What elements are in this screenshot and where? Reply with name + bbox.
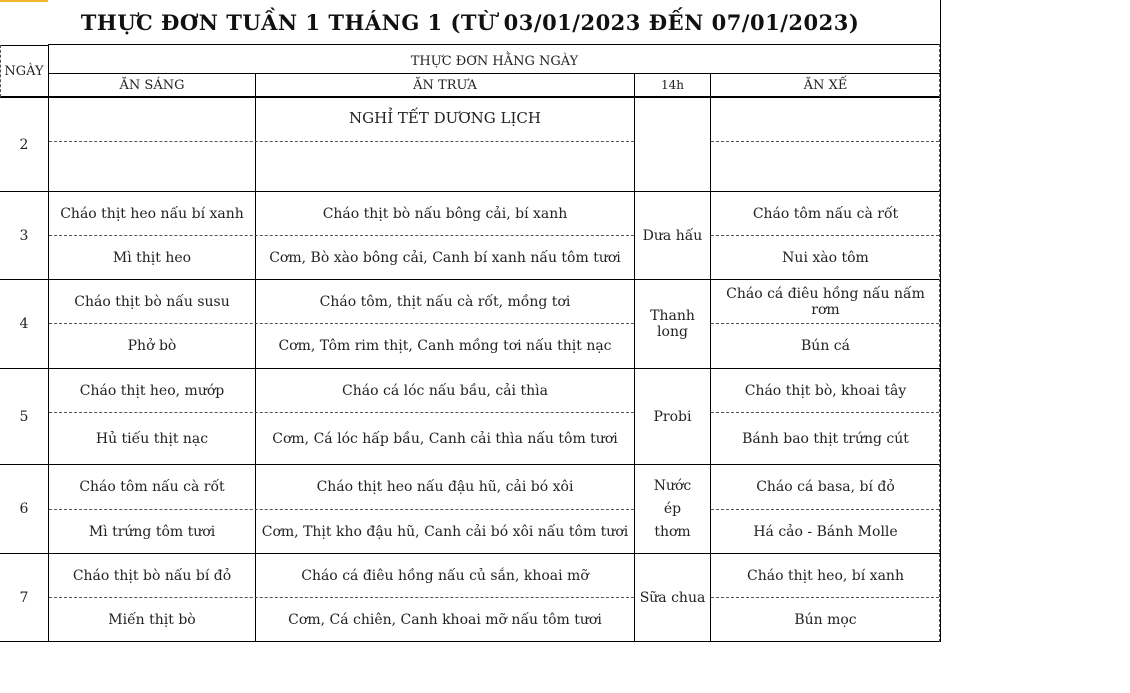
afternoon-porridge: Cháo cá điêu hồng nấu nấm rơm [726,285,925,318]
afternoon-main: Bún mọc [794,611,857,628]
header-lunch: ĂN TRƯA [413,77,477,93]
lunch-porridge: Cháo thịt heo nấu đậu hũ, cải bó xôi [316,479,574,495]
afternoon-porridge: Cháo thịt bò, khoai tây [744,382,907,399]
breakfast-main: Mì thịt heo [112,249,192,266]
snack-14h: Nước ép thơm [653,477,692,540]
header-snack-14h: 14h [661,78,684,92]
lunch-porridge: Cháo cá điêu hồng nấu củ sắn, khoai mỡ [301,567,589,584]
holiday-note: NGHỈ TẾT DƯƠNG LỊCH [349,109,541,127]
grid-line [0,96,941,98]
afternoon-main: Nui xào tôm [782,249,869,266]
afternoon-main: Bánh bao thịt trứng cút [742,430,909,447]
breakfast-main: Mì trứng tôm tươi [88,523,216,540]
header-breakfast: ĂN SÁNG [119,77,185,93]
header-day: NGÀY [4,63,44,79]
breakfast-porridge: Cháo thịt bò nấu susu [74,293,230,310]
breakfast-main: Miến thịt bò [108,611,196,628]
breakfast-main: Phở bò [127,338,177,354]
afternoon-porridge: Cháo cá basa, bí đỏ [756,479,895,495]
afternoon-main: Há cảo - Bánh Molle [753,523,898,540]
lunch-main: Cơm, Cá lóc hấp bầu, Canh cải thìa nấu tôm tươi [272,430,618,447]
snack-14h: Sữa chua [639,589,706,606]
header-daily-menu: THỰC ĐƠN HẰNG NGÀY [410,54,579,69]
day-number: 4 [19,316,29,332]
breakfast-main: Hủ tiếu thịt nạc [95,430,209,447]
lunch-main: Cơm, Tôm rim thịt, Canh mồng tơi nấu thịt nạc [278,338,612,354]
grid-dash [711,141,939,142]
grid-line [48,44,941,45]
breakfast-porridge: Cháo thịt bò nấu bí đỏ [72,567,232,584]
afternoon-porridge: Cháo thịt heo, bí xanh [747,567,904,584]
day-number: 3 [19,227,29,244]
lunch-porridge: Cháo tôm, thịt nấu cà rốt, mồng tơi [319,293,571,310]
grid-line [0,641,941,642]
snack-14h: Dưa hấu [642,227,703,244]
snack-14h: Probi [653,408,692,425]
grid-line [940,0,941,642]
breakfast-porridge: Cháo thịt heo, mướp [79,382,225,399]
day-number: 7 [19,589,29,606]
header-afternoon: ĂN XẾ [803,77,848,93]
grid-dash [49,141,634,142]
breakfast-porridge: Cháo tôm nấu cà rốt [79,479,225,495]
snack-14h: Thanh long [650,308,695,340]
lunch-porridge: Cháo cá lóc nấu bầu, cải thìa [342,382,548,399]
lunch-main: Cơm, Thịt kho đậu hũ, Canh cải bó xôi nấu tôm tươi [261,523,629,540]
day-number: 6 [19,501,29,517]
menu-title: THỰC ĐƠN TUẦN 1 THÁNG 1 (TỪ 03/01/2023 ĐẾN 07/01/2023) [80,10,860,35]
breakfast-porridge: Cháo thịt heo nấu bí xanh [60,205,244,222]
afternoon-porridge: Cháo tôm nấu cà rốt [752,205,899,222]
day-number: 5 [19,408,29,425]
day-number: 2 [19,136,29,153]
afternoon-main: Bún cá [801,338,850,354]
lunch-main: Cơm, Bò xào bông cải, Canh bí xanh nấu tôm tươi [269,249,621,266]
lunch-main: Cơm, Cá chiên, Canh khoai mỡ nấu tôm tươi [288,611,602,628]
lunch-porridge: Cháo thịt bò nấu bông cải, bí xanh [322,205,568,222]
